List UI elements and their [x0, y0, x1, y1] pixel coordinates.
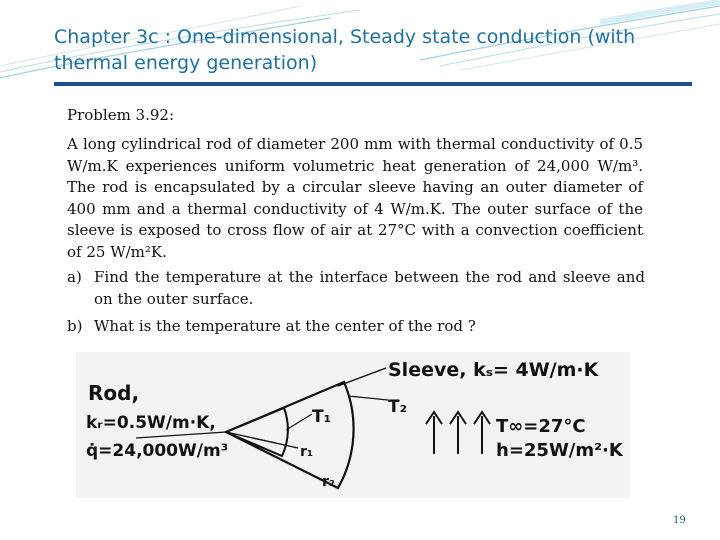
question-a — [67, 267, 645, 310]
r2-label: r₂ — [322, 474, 336, 490]
sleeve-label: Sleeve, kₛ= 4W/m·K — [388, 359, 599, 381]
rod-generation-label: q̇=24,000W/m³ — [86, 441, 229, 461]
rod-conductivity-label: kᵣ=0.5W/m·K, — [86, 413, 216, 433]
problem-figure — [76, 352, 630, 498]
question-b — [67, 316, 645, 338]
convection-coefficient-label: h=25W/m²·K — [496, 440, 623, 461]
ambient-temperature-label: T∞=27°C — [496, 416, 586, 437]
problem-label: Problem 3.92: — [67, 106, 175, 124]
page-number: 19 — [673, 515, 686, 526]
question-a-text: Find the temperature at the interface between the rod and sleeve and on the outer surface. — [94, 268, 645, 308]
title-underline — [54, 82, 692, 86]
problem-statement: A long cylindrical rod of diameter 200 mm with thermal conductivity of 0.5 W/m.K experiences uniform volumetric heat generation of 24,000 W/m³. The rod is encapsulated by a circular sleeve having an outer diameter of 400 mm and a thermal conductivity of 4 W/m.K. The outer surface of the sleeve is exposed to cross flow of air at 27°C with a convection coefficient of 25 W/m²K. — [67, 135, 643, 261]
question-b-letter: b) — [67, 317, 83, 335]
rod-label: Rod, — [88, 381, 140, 405]
t1-label: T₁ — [312, 407, 332, 427]
t2-label: T₂ — [388, 397, 408, 417]
question-b-text: What is the temperature at the center of the rod ? — [94, 317, 476, 335]
r1-label: r₁ — [300, 444, 314, 460]
slide-title: Chapter 3c : One-dimensional, Steady state conduction (with thermal energy generation) — [54, 26, 636, 74]
question-a-letter: a) — [67, 268, 82, 286]
